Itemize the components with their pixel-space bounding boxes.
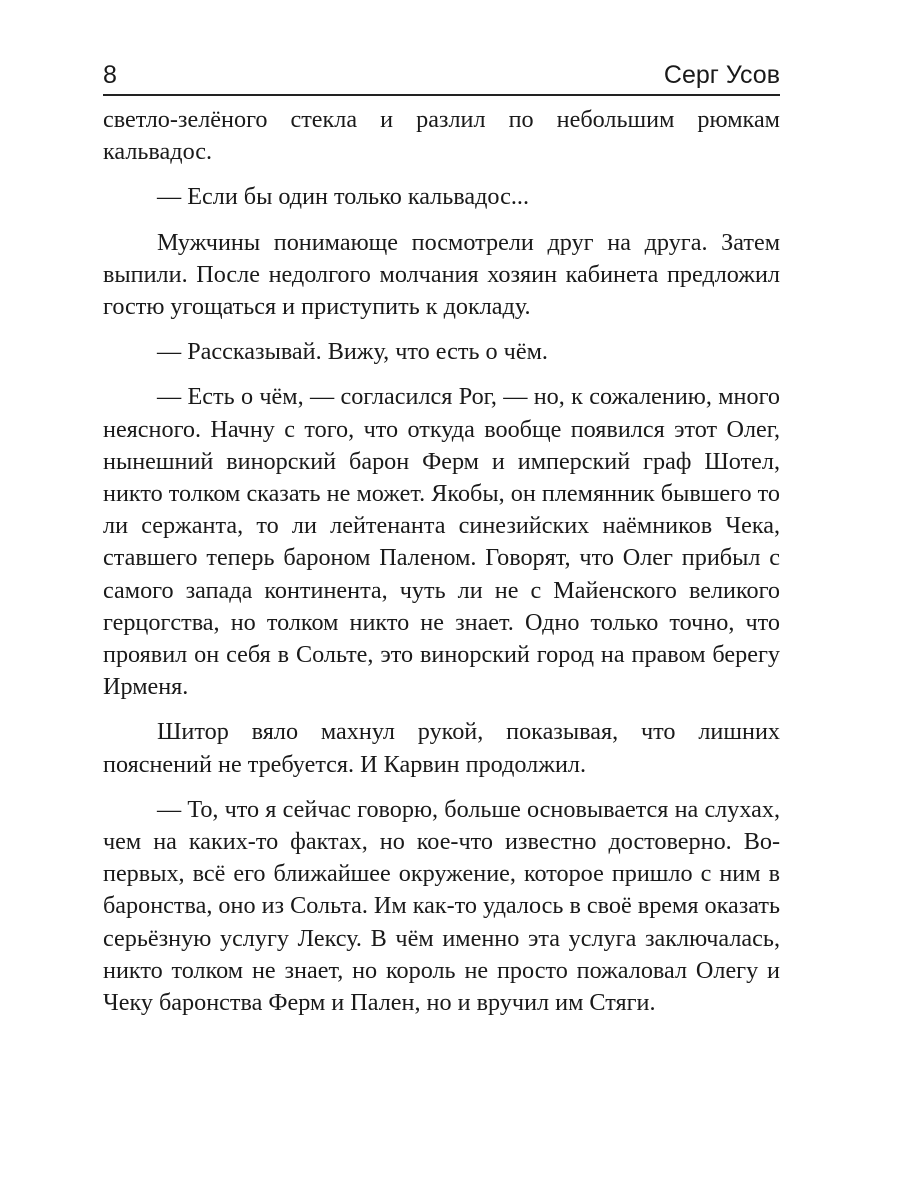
running-head: Серг Усов bbox=[663, 61, 780, 89]
paragraph: — Есть о чём, — согласился Рог, — но, к сожалению, много неясного. Начну с того, что откуда вообще появился этот Олег, нынешний винорский барон Ферм и имперский граф Шотел, никто толком сказать не может. Якобы, он племянник бывшего то ли сержанта, то ли лейтенанта синезийских наёмников Чека, ставшего теперь бароном Паленом. Говорят, что Олег прибыл с самого запада континента, чуть ли не с Майенского великого герцогства, но толком никто не знает. Одно только точно, что проявил он себя в Сольте, это винорский город на правом берегу Ирменя. bbox=[103, 383, 780, 701]
paragraph: светло-зелёного стекла и разлил по небольшим рюмкам кальвадос. bbox=[103, 106, 780, 166]
page-header bbox=[103, 58, 780, 96]
paragraph: — Рассказывай. Вижу, что есть о чём. bbox=[157, 338, 548, 366]
page-number: 8 bbox=[103, 61, 117, 89]
paragraph: — То, что я сейчас говорю, больше основывается на слухах, чем на каких-то фактах, но кое-что известно достоверно. Во-первых, всё его ближайшее окружение, которое пришло с ним в баронства, оно из Сольта. Им как-то удалось в своё время оказать серьёзную услугу Лексу. В чём именно эта услуга заключалась, никто толком не знает, но король не просто пожаловал Олегу и Чеку баронства Ферм и Пален, но и вручил им Стяги. bbox=[103, 795, 780, 1017]
paragraph: — Если бы один только кальвадос... bbox=[157, 183, 529, 211]
paragraph: Мужчины понимающе посмотрели друг на друга. Затем выпили. После недолгого молчания хозяин кабинета предложил гостю угощаться и приступить к докладу. bbox=[103, 228, 780, 321]
page-body bbox=[103, 104, 780, 1032]
paragraph: Шитор вяло махнул рукой, показывая, что лишних пояснений не требуется. И Карвин продолжил. bbox=[103, 718, 780, 778]
